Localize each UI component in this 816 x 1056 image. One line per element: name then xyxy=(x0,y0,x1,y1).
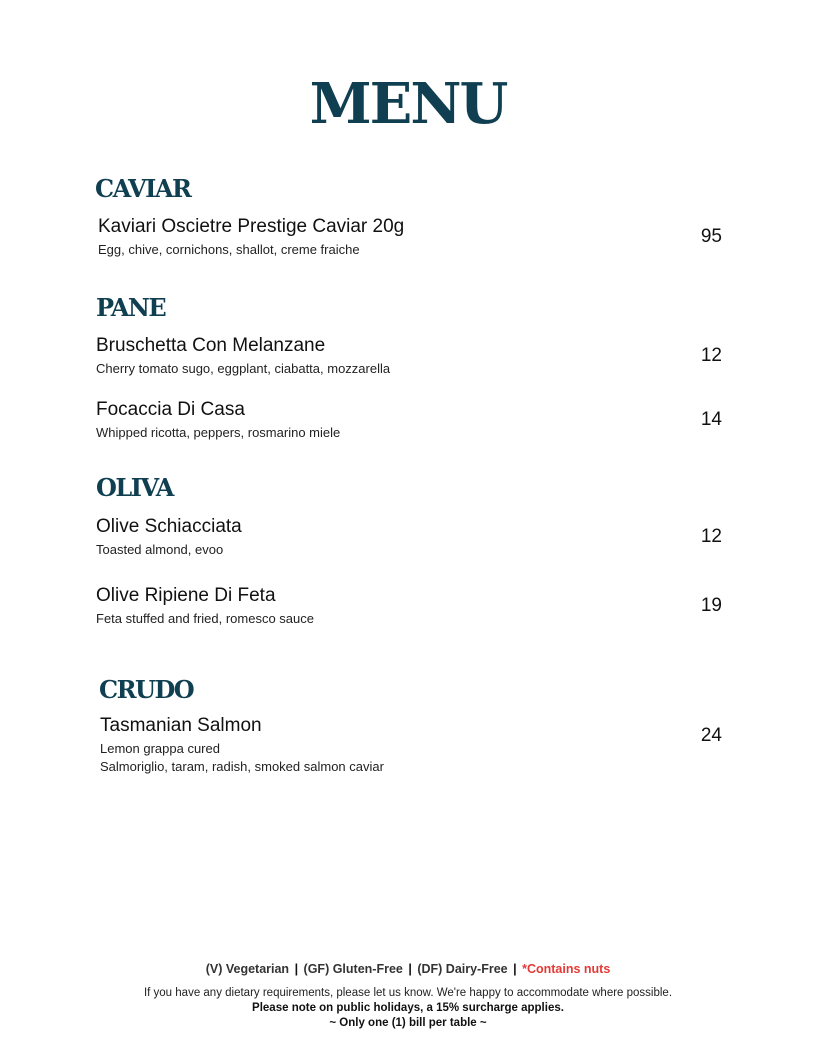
surcharge-note: Please note on public holidays, a 15% surcharge applies. xyxy=(252,1002,564,1014)
bill-note: ~ Only one (1) bill per table ~ xyxy=(329,1017,487,1029)
item-description: Feta stuffed and fried, romesco sauce xyxy=(96,611,314,626)
item-description: Lemon grappa cured xyxy=(100,741,220,756)
item-price: 12 xyxy=(700,345,722,366)
item-name: Kaviari Oscietre Prestige Caviar 20g xyxy=(98,216,405,237)
item-description: Toasted almond, evoo xyxy=(96,542,224,557)
dietary-note: If you have any dietary requirements, please let us know. We're happy to accommodate where possible. xyxy=(143,987,673,999)
legend-dairy-free: (DF) Dairy-Free xyxy=(417,962,508,976)
item-price: 12 xyxy=(700,526,722,547)
item-name: Olive Schiacciata xyxy=(96,516,242,537)
section-title-oliva: OLIVA xyxy=(96,473,173,502)
item-description: Egg, chive, cornichons, shallot, creme fraiche xyxy=(98,242,360,257)
item-name: Focaccia Di Casa xyxy=(96,399,245,420)
item-price: 19 xyxy=(700,595,722,616)
item-price: 95 xyxy=(700,226,722,247)
menu-title: MENU xyxy=(309,71,507,137)
legend-separator: | xyxy=(294,962,299,976)
item-description: Cherry tomato sugo, eggplant, ciabatta, mozzarella xyxy=(96,361,391,376)
item-price: 14 xyxy=(700,409,722,430)
legend-contains-nuts: *Contains nuts xyxy=(522,962,611,976)
item-name: Bruschetta Con Melanzane xyxy=(96,335,326,356)
item-name: Olive Ripiene Di Feta xyxy=(96,585,276,606)
item-description: Whipped ricotta, peppers, rosmarino miele xyxy=(96,425,341,440)
section-title-caviar: CAVIAR xyxy=(95,174,191,203)
legend-vegetarian: (V) Vegetarian xyxy=(205,962,290,976)
dietary-legend xyxy=(0,960,816,978)
legend-separator: | xyxy=(408,962,412,976)
item-price: 24 xyxy=(700,725,722,746)
item-name: Tasmanian Salmon xyxy=(100,715,262,736)
section-title-crudo: CRUDO xyxy=(99,675,194,704)
item-description: Salmoriglio, taram, radish, smoked salmon caviar xyxy=(100,759,384,774)
legend-separator: | xyxy=(513,962,517,976)
section-title-pane: PANE xyxy=(96,293,166,322)
legend-gluten-free: (GF) Gluten-Free xyxy=(303,962,403,976)
